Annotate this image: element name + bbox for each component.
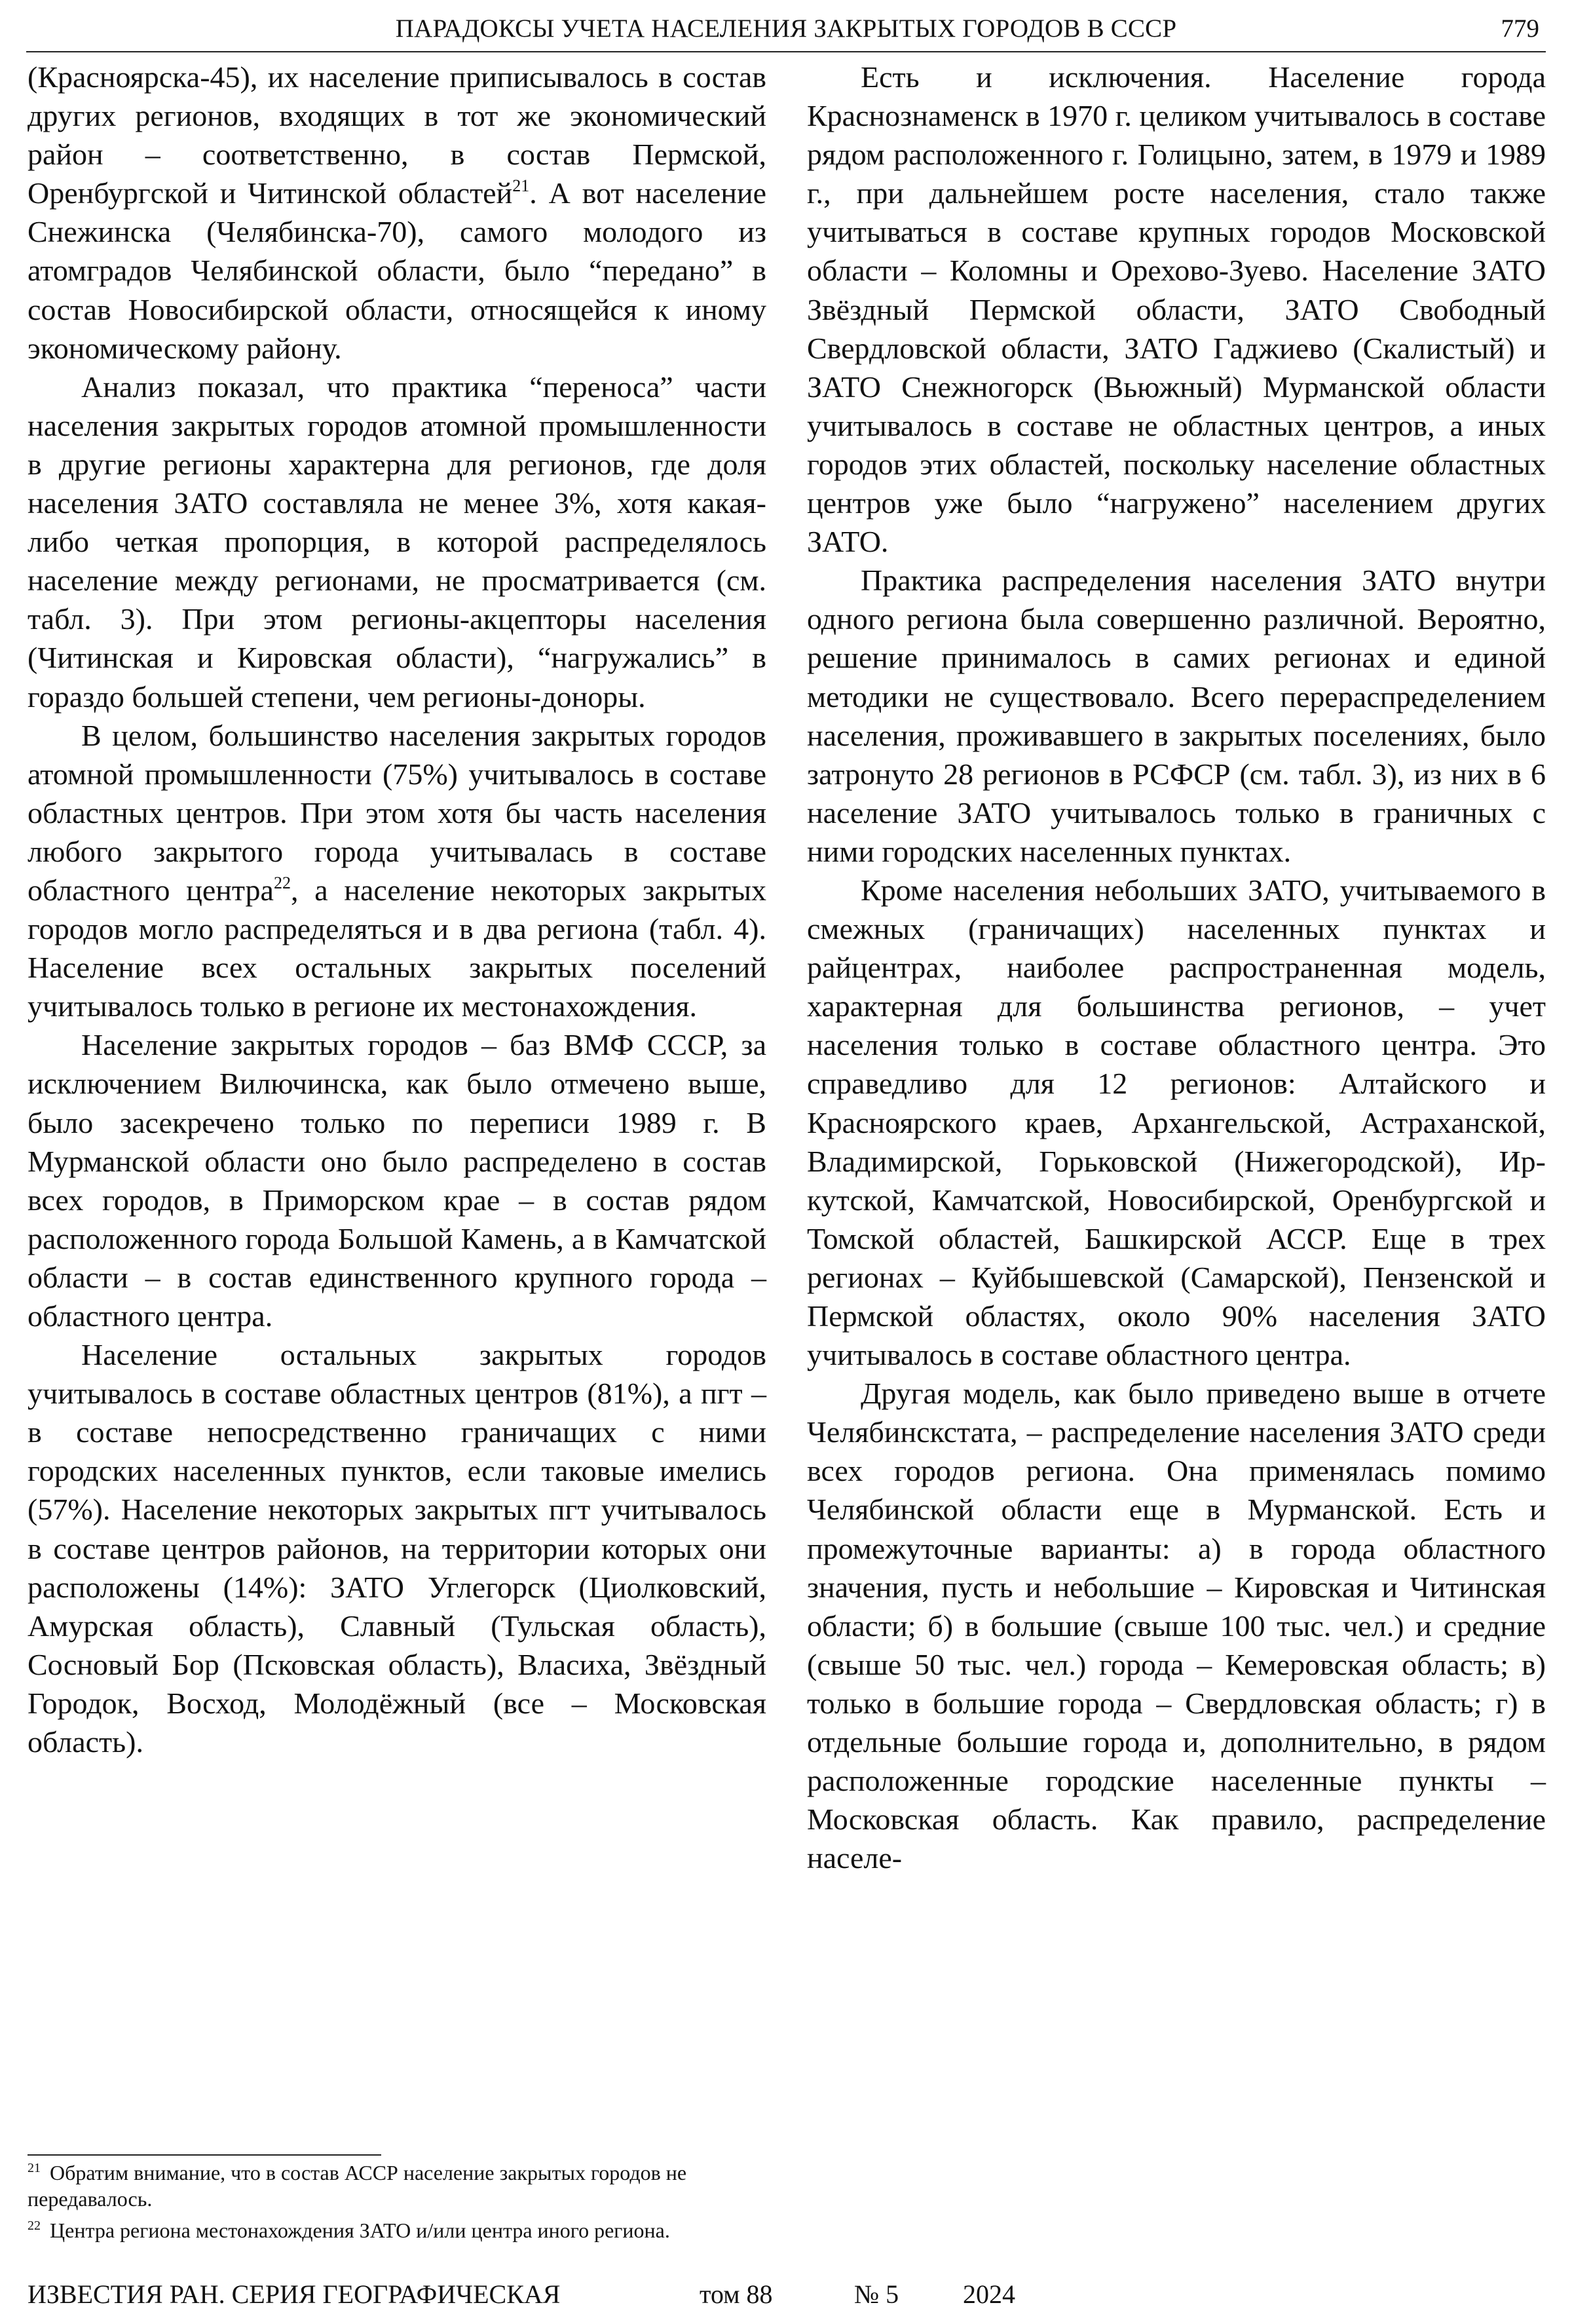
footer-journal-title: ИЗВЕСТИЯ РАН. СЕРИЯ ГЕОГРАФИЧЕСКАЯ bbox=[28, 2279, 561, 2309]
left-paragraph-3-text: В целом, большинство населения закрытых городов атомной промышленности (75%) учитывалось в составе областных центров. При этом хотя бы часть населения любого закрытого города учитывалась в составе областного центра bbox=[28, 718, 766, 907]
left-paragraph-3-tail: , а население некоторых закрытых городов могло распределяться и в два региона (табл. 4). Население всех остальных закрытых поселений учитывалось только в регионе их местонахождения. bbox=[28, 873, 766, 1023]
footnote-22 bbox=[28, 2217, 766, 2243]
footnote-ref-21[interactable]: 21 bbox=[512, 176, 530, 196]
footnote-21-text: Обратим внимание, что в состав АССР население закрытых городов не передавалось. bbox=[28, 2161, 687, 2211]
running-head bbox=[26, 9, 1546, 48]
footnote-ref-22[interactable]: 22 bbox=[273, 873, 291, 892]
left-column bbox=[28, 58, 766, 1761]
right-column bbox=[807, 58, 1546, 1877]
left-paragraph-4: Население закрытых городов – баз ВМФ СССР, за исключением Вилючинска, как было отмечено выше, было засекречено только по переписи 1989 г. В Мурманской области оно было распределено в состав всех городов, в Приморском крае – в состав рядом расположенного города Большой Камень, а в Камчатской области – в состав единственного крупного города – областного центра. bbox=[28, 1028, 766, 1333]
footnote-21-number: 21 bbox=[28, 2161, 41, 2175]
footer-issue: № 5 bbox=[854, 2279, 899, 2309]
left-paragraph-1 bbox=[28, 58, 766, 368]
right-paragraph-1: Есть и исключения. Население города Краснознаменск в 1970 г. целиком учитывалось в составе рядом расположенного г. Голицыно, затем, в 1979 и 1989 г., при дальнейшем росте населения, стало также учитываться в составе крупных городов Московской области – Коломны и Орехово-Зуево. Население ЗАТО Звёздный Пермской области, ЗАТО Свободный Свердловской области, ЗАТО Гаджиево (Скалистый) и ЗАТО Снежногорск (Вьюжный) Мурманской области учитывалось в составе не областных центров, а иных городов этих областей, поскольку население областных центров уже было “нагружено” населением других ЗАТО. bbox=[807, 60, 1546, 559]
right-paragraph-4: Другая модель, как было приведено выше в отчете Челябинскстата, – распределение населения ЗАТО среди всех городов региона. Она применялась помимо Челябинской области еще в Мурманской. Есть и промежуточные варианты: а) в города областного значения, пусть и небольшие – Кировская и Читинская области; б) в большие (свыше 100 тыс. чел.) и средние (свыше 50 тыс. чел.) города – Кемеровская область; в) только в большие города – Свердловская область; г) в отдельные большие города и, дополнительно, в рядом расположенные городские населенные пункты – Московская область. Как правило, распределение населе- bbox=[807, 1377, 1546, 1875]
left-paragraph-3 bbox=[28, 716, 766, 1026]
right-paragraph-3: Кроме населения небольших ЗАТО, учитываемого в смежных (граничащих) населенных пунктах и райцентрах, наиболее распространенная модель, характерная для большинства регионов, – учет населения только в составе областного центра. Это справедливо для 12 регионов: Алтайского и Красноярского краев, Архангельской, Астраханской, Владимирской, Горьковской (Нижегородской), Иркутской, Камчатской, Новосибирской, Оренбургской и Томской областей, Башкирской АССР. Еще в трех регионах – Куйбышевской (Самарской), Пензенской и Пермской областях, около 90% населения ЗАТО учитывалось в составе областного центра. bbox=[807, 873, 1546, 1372]
left-paragraph-1-tail: . А вот население Снежинска (Челябинска-70), самого молодого из атомградов Челябинской области, было “передано” в состав Новосибирской области, относящейся к иному экономическому району. bbox=[28, 176, 766, 365]
footer-year: 2024 bbox=[963, 2279, 1015, 2309]
header-rule bbox=[26, 51, 1546, 52]
page-footer bbox=[28, 2276, 1338, 2313]
left-paragraph-2: Анализ показал, что практика “переноса” части населения закрытых городов атомной промышленности в другие регионы характерна для регионов, где доля населения ЗАТО составляла не менее 3%, хотя какая-либо четкая пропорция, в которой распределялось население между регионами, не просматривается (см. табл. 3). При этом регионы-акцепторы населения (Читинская и Кировская области), “нагружались” в гораздо большей степени, чем регионы-доноры. bbox=[28, 370, 766, 714]
page-number: 779 bbox=[1501, 14, 1539, 43]
footnote-22-text: Центра региона местонахождения ЗАТО и/или центра иного региона. bbox=[50, 2219, 670, 2242]
right-paragraph-2: Практика распределения населения ЗАТО внутри одного региона была совершенно различной. Вероятно, решение принималось в самих регионах и единой методики не существовало. Всего перераспределением населения, проживавшего в закрытых поселениях, было затронуто 28 регионов в РСФСР (см. табл. 3), из них в 6 население ЗАТО учитывалось только в граничных с ними городских населенных пунктах. bbox=[807, 563, 1546, 868]
footnote-22-number: 22 bbox=[28, 2219, 41, 2233]
left-paragraph-5: Население остальных закрытых городов учитывалось в составе областных центров (81%), а пгт – в составе непосредственно граничащих с ними городских населенных пунктов, если таковые имелись (57%). Население некоторых закрытых пгт учитывалось в составе центров районов, на территории которых они расположены (14%): ЗАТО Углегорск (Циолковский, Амурская область), Славный (Тульская область), Сосновый Бор (Псковская область), Власиха, Звёздный Городок, Восход, Молодёжный (все – Московская область). bbox=[28, 1338, 766, 1759]
footnote-21 bbox=[28, 2160, 766, 2212]
footnotes bbox=[28, 2160, 766, 2249]
running-head-title: ПАРАДОКСЫ УЧЕТА НАСЕЛЕНИЯ ЗАКРЫТЫХ ГОРОДОВ В СССР bbox=[395, 14, 1177, 43]
footnote-rule bbox=[28, 2154, 381, 2156]
footer-volume: том 88 bbox=[700, 2279, 773, 2309]
left-paragraph-1-text: (Красноярска-45), их население приписывалось в состав других регионов, входящих в тот же экономический район – соответственно, в состав Пермской, Оренбургской и Читинской областей bbox=[28, 60, 766, 210]
